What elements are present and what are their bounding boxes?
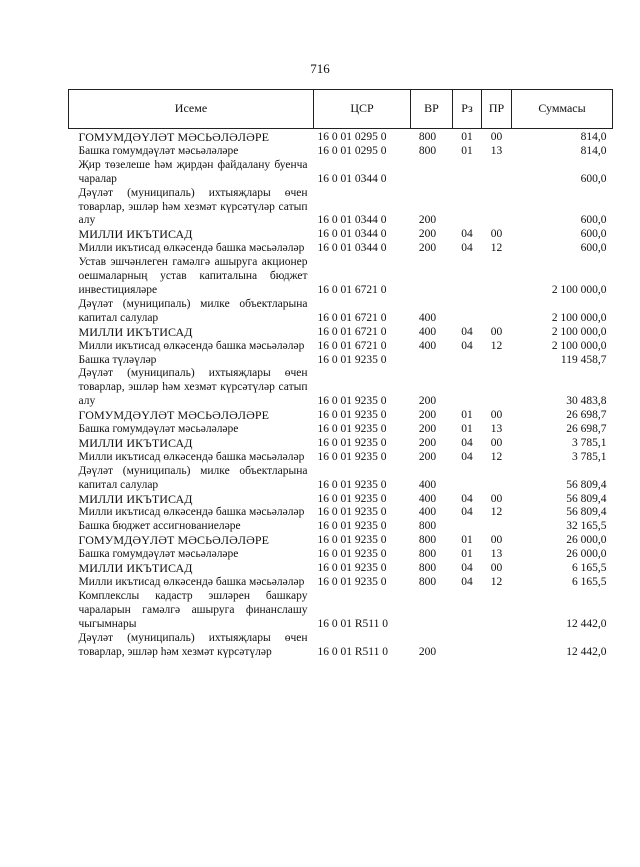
table-row [69, 520, 613, 534]
cell-vr: 200 [418, 423, 437, 436]
cell-vr [411, 590, 453, 632]
cell-sum: 600,0 [580, 228, 607, 241]
table-row [69, 340, 613, 354]
cell-name: Дәүләт (муниципаль) ихтыяҗлары өчен товарлар, эшләр һәм хезмәт күрсәтүләр [78, 631, 308, 658]
cell-csr: 16 0 01 9235 0 [317, 450, 387, 463]
table-row [69, 451, 613, 465]
cell-sum: 26 698,7 [566, 423, 607, 436]
cell-vr [411, 354, 453, 368]
table-row [69, 409, 613, 423]
cell-pr: 13 [490, 144, 503, 157]
cell-name: Милли икътисад өлкәсендә башка мәсьәләләр [78, 242, 305, 255]
cell-vr: 200 [418, 395, 437, 408]
cell-pr: 13 [490, 423, 503, 436]
cell-name: Милли икътисад өлкәсендә башка мәсьәләләр [78, 576, 305, 588]
cell-sum: 56 809,4 [566, 478, 607, 491]
cell-csr: 16 0 01 0344 0 [317, 214, 387, 227]
cell-csr: 16 0 01 R511 0 [317, 617, 388, 630]
cell-csr: 16 0 01 R511 0 [317, 645, 388, 658]
cell-rz: 01 [461, 409, 473, 422]
cell-name: Милли икътисад өлкәсендә башка мәсьәләләр [78, 506, 305, 519]
header-vr: ВР [411, 90, 453, 129]
cell-name: Дәүләт (муниципаль) милке объектларына капитал салулар [78, 464, 308, 491]
cell-rz: 01 [461, 548, 473, 561]
cell-name: Милли икътисад өлкәсендә башка мәсьәләләр [78, 450, 305, 463]
cell-rz [453, 367, 482, 409]
cell-sum: 26 698,7 [566, 409, 607, 422]
cell-sum: 600,0 [580, 172, 607, 185]
cell-csr: 16 0 01 9235 0 [317, 548, 387, 561]
cell-pr [482, 520, 512, 534]
cell-csr: 16 0 01 9235 0 [317, 492, 387, 505]
cell-csr: 16 0 01 9235 0 [317, 436, 387, 449]
cell-csr: 16 0 01 9235 0 [317, 478, 387, 491]
cell-csr: 16 0 01 0295 0 [317, 131, 387, 143]
table-row [69, 256, 613, 298]
cell-pr [482, 159, 512, 187]
cell-rz [453, 159, 482, 187]
cell-vr: 200 [418, 214, 437, 227]
cell-name: Башка гомумдәүләт мәсьәләләре [78, 423, 239, 436]
cell-rz: 04 [461, 562, 473, 575]
table-row [69, 493, 613, 507]
table-header-row [69, 90, 613, 129]
cell-sum: 56 809,4 [566, 506, 607, 519]
cell-name: ГОМУМДӘҮЛӘТ МӘСЬӘЛӘЛӘРЕ [78, 533, 270, 548]
cell-rz [453, 187, 482, 229]
cell-pr: 12 [490, 339, 503, 352]
cell-name: Дәүләт (муниципаль) ихтыяҗлары өчен товарлар, эшләр һәм хезмәт күрсәтүләр сатып алу [78, 186, 308, 227]
cell-name: ГОМУМДӘҮЛӘТ МӘСЬӘЛӘЛӘРЕ [78, 130, 270, 144]
cell-rz: 01 [461, 131, 473, 143]
cell-pr [482, 632, 512, 660]
header-sum: Суммасы [512, 90, 613, 129]
table-row [69, 326, 613, 340]
cell-name: МИЛЛИ ИКЪТИСАД [78, 435, 193, 450]
cell-vr: 400 [418, 325, 437, 338]
cell-csr: 16 0 01 9235 0 [317, 562, 387, 575]
cell-csr: 16 0 01 9235 0 [317, 423, 387, 436]
cell-sum: 3 785,1 [572, 450, 607, 463]
table-row [69, 437, 613, 451]
cell-pr [482, 298, 512, 326]
cell-vr: 200 [418, 242, 437, 255]
table-row [69, 590, 613, 632]
table-row [69, 131, 613, 145]
cell-rz: 01 [461, 144, 473, 157]
cell-pr [482, 354, 512, 368]
cell-sum: 2 100 000,0 [551, 283, 607, 296]
cell-rz: 04 [461, 450, 473, 463]
cell-vr: 800 [418, 562, 437, 575]
cell-vr: 400 [418, 478, 437, 491]
cell-sum: 119 458,7 [560, 353, 607, 366]
header-name: Исеме [69, 90, 314, 129]
cell-sum: 2 100 000,0 [551, 325, 607, 338]
cell-vr: 400 [418, 492, 437, 505]
cell-rz: 04 [461, 492, 473, 505]
cell-vr: 400 [418, 506, 437, 519]
cell-sum: 32 165,5 [566, 520, 607, 533]
cell-rz: 04 [461, 506, 473, 519]
cell-csr: 16 0 01 6721 0 [317, 339, 387, 352]
table-row [69, 159, 613, 187]
cell-name: МИЛЛИ ИКЪТИСАД [78, 227, 193, 242]
cell-vr: 800 [418, 520, 437, 533]
cell-vr: 400 [418, 311, 437, 324]
table-body [69, 129, 613, 660]
cell-name: Башка бюджет ассигнованиеләре [78, 520, 241, 533]
table-row [69, 562, 613, 576]
cell-csr: 16 0 01 6721 0 [317, 325, 387, 338]
cell-rz [453, 520, 482, 534]
cell-pr [482, 187, 512, 229]
cell-vr: 200 [418, 228, 437, 241]
table-row [69, 187, 613, 229]
cell-vr: 400 [418, 339, 437, 352]
cell-rz: 04 [461, 339, 473, 352]
cell-name: Башка гомумдәүләт мәсьәләләре [78, 144, 239, 157]
cell-sum: 12 442,0 [566, 645, 607, 658]
cell-csr: 16 0 01 9235 0 [317, 395, 387, 408]
cell-csr: 16 0 01 0344 0 [317, 228, 387, 241]
cell-vr: 800 [418, 131, 437, 143]
cell-sum: 600,0 [580, 214, 607, 227]
cell-pr: 00 [490, 228, 503, 241]
cell-sum: 56 809,4 [566, 492, 607, 505]
cell-pr: 12 [490, 576, 503, 588]
cell-name: Устав эшчәнлеген гамәлгә ашыруга акционер оешмаларның устав капиталына бюджет инвестицияләре [78, 256, 308, 296]
cell-pr: 00 [490, 562, 503, 575]
cell-sum: 26 000,0 [566, 548, 607, 561]
table-row [69, 228, 613, 242]
cell-name: Милли икътисад өлкәсендә башка мәсьәләләр [78, 339, 305, 352]
cell-csr: 16 0 01 9235 0 [317, 534, 387, 547]
cell-pr: 00 [490, 325, 503, 338]
table-row [69, 242, 613, 256]
table-row [69, 632, 613, 660]
cell-vr: 200 [418, 450, 437, 463]
cell-sum: 814,0 [580, 131, 607, 143]
cell-vr: 200 [418, 436, 437, 449]
cell-name: Дәүләт (муниципаль) милке объектларына капитал салулар [78, 297, 308, 324]
cell-rz: 04 [461, 325, 473, 338]
cell-name: МИЛЛИ ИКЪТИСАД [78, 561, 193, 576]
cell-vr [411, 256, 453, 298]
table-row [69, 298, 613, 326]
table-row [69, 548, 613, 562]
cell-name: Дәүләт (муниципаль) ихтыяҗлары өчен товарлар, эшләр һәм хезмәт күрсәтүләр сатып алу [78, 367, 308, 408]
cell-vr: 800 [418, 534, 437, 547]
cell-pr [482, 465, 512, 493]
cell-pr: 00 [490, 492, 503, 505]
table-row [69, 354, 613, 368]
table-row [69, 145, 613, 159]
cell-pr [482, 256, 512, 298]
cell-pr: 00 [490, 409, 503, 422]
table-row [69, 576, 613, 590]
cell-name: ГОМУМДӘҮЛӘТ МӘСЬӘЛӘЛӘРЕ [78, 408, 270, 423]
cell-rz [453, 298, 482, 326]
cell-vr: 800 [418, 548, 437, 561]
cell-rz: 04 [461, 576, 473, 588]
cell-sum: 3 785,1 [572, 436, 607, 449]
cell-vr: 800 [418, 576, 437, 588]
cell-sum: 6 165,5 [572, 562, 607, 575]
cell-csr: 16 0 01 9235 0 [317, 409, 387, 422]
cell-name: МИЛЛИ ИКЪТИСАД [78, 324, 193, 339]
cell-name: МИЛЛИ ИКЪТИСАД [78, 491, 193, 506]
cell-name: Башка түләүләр [78, 353, 157, 366]
cell-rz [453, 465, 482, 493]
cell-sum: 26 000,0 [566, 534, 607, 547]
cell-sum: 30 483,8 [566, 395, 607, 408]
table-row [69, 423, 613, 437]
header-rz: Рз [453, 90, 482, 129]
header-pr: ПР [482, 90, 512, 129]
cell-pr: 12 [490, 450, 503, 463]
cell-sum: 2 100 000,0 [551, 311, 607, 324]
cell-rz: 04 [461, 228, 473, 241]
cell-csr: 16 0 01 6721 0 [317, 311, 387, 324]
cell-name: Башка гомумдәүләт мәсьәләләре [78, 548, 239, 561]
cell-rz: 04 [461, 436, 473, 449]
cell-pr: 00 [490, 131, 503, 143]
cell-csr: 16 0 01 0295 0 [317, 144, 387, 157]
cell-csr: 16 0 01 9235 0 [317, 353, 387, 366]
cell-rz: 04 [461, 242, 473, 255]
cell-sum: 2 100 000,0 [551, 339, 607, 352]
header-csr: ЦСР [314, 90, 411, 129]
cell-vr: 800 [418, 144, 437, 157]
table-row [69, 506, 613, 520]
cell-name: Җир төзелеше һәм җирдән файдалану буенча чаралар [78, 158, 308, 185]
cell-pr: 00 [490, 436, 503, 449]
table-row [69, 465, 613, 493]
cell-vr: 200 [418, 645, 437, 658]
cell-name: Комплекслы кадастр эшләрен башкару чараларын гамәлгә ашыруга финанслашу чыгымнары [78, 589, 308, 630]
cell-rz [453, 354, 482, 368]
cell-sum: 814,0 [580, 144, 607, 157]
cell-sum: 6 165,5 [572, 576, 607, 588]
page-number: 716 [310, 61, 330, 76]
cell-rz [453, 632, 482, 660]
cell-pr [482, 367, 512, 409]
cell-rz [453, 590, 482, 632]
cell-pr: 13 [490, 548, 503, 561]
cell-csr: 16 0 01 0344 0 [317, 172, 387, 185]
cell-vr: 200 [418, 409, 437, 422]
cell-pr: 00 [490, 534, 503, 547]
cell-csr: 16 0 01 6721 0 [317, 283, 387, 296]
cell-rz: 01 [461, 534, 473, 547]
cell-rz: 01 [461, 423, 473, 436]
cell-csr: 16 0 01 9235 0 [317, 520, 387, 533]
table-row [69, 534, 613, 548]
budget-table [68, 89, 613, 659]
cell-pr: 12 [490, 242, 503, 255]
cell-vr [411, 159, 453, 187]
cell-csr: 16 0 01 9235 0 [317, 576, 387, 588]
cell-sum: 600,0 [580, 242, 607, 255]
cell-sum: 12 442,0 [566, 617, 607, 630]
cell-rz [453, 256, 482, 298]
cell-pr: 12 [490, 506, 503, 519]
table-row [69, 367, 613, 409]
cell-pr [482, 590, 512, 632]
cell-csr: 16 0 01 0344 0 [317, 242, 387, 255]
cell-csr: 16 0 01 9235 0 [317, 506, 387, 519]
